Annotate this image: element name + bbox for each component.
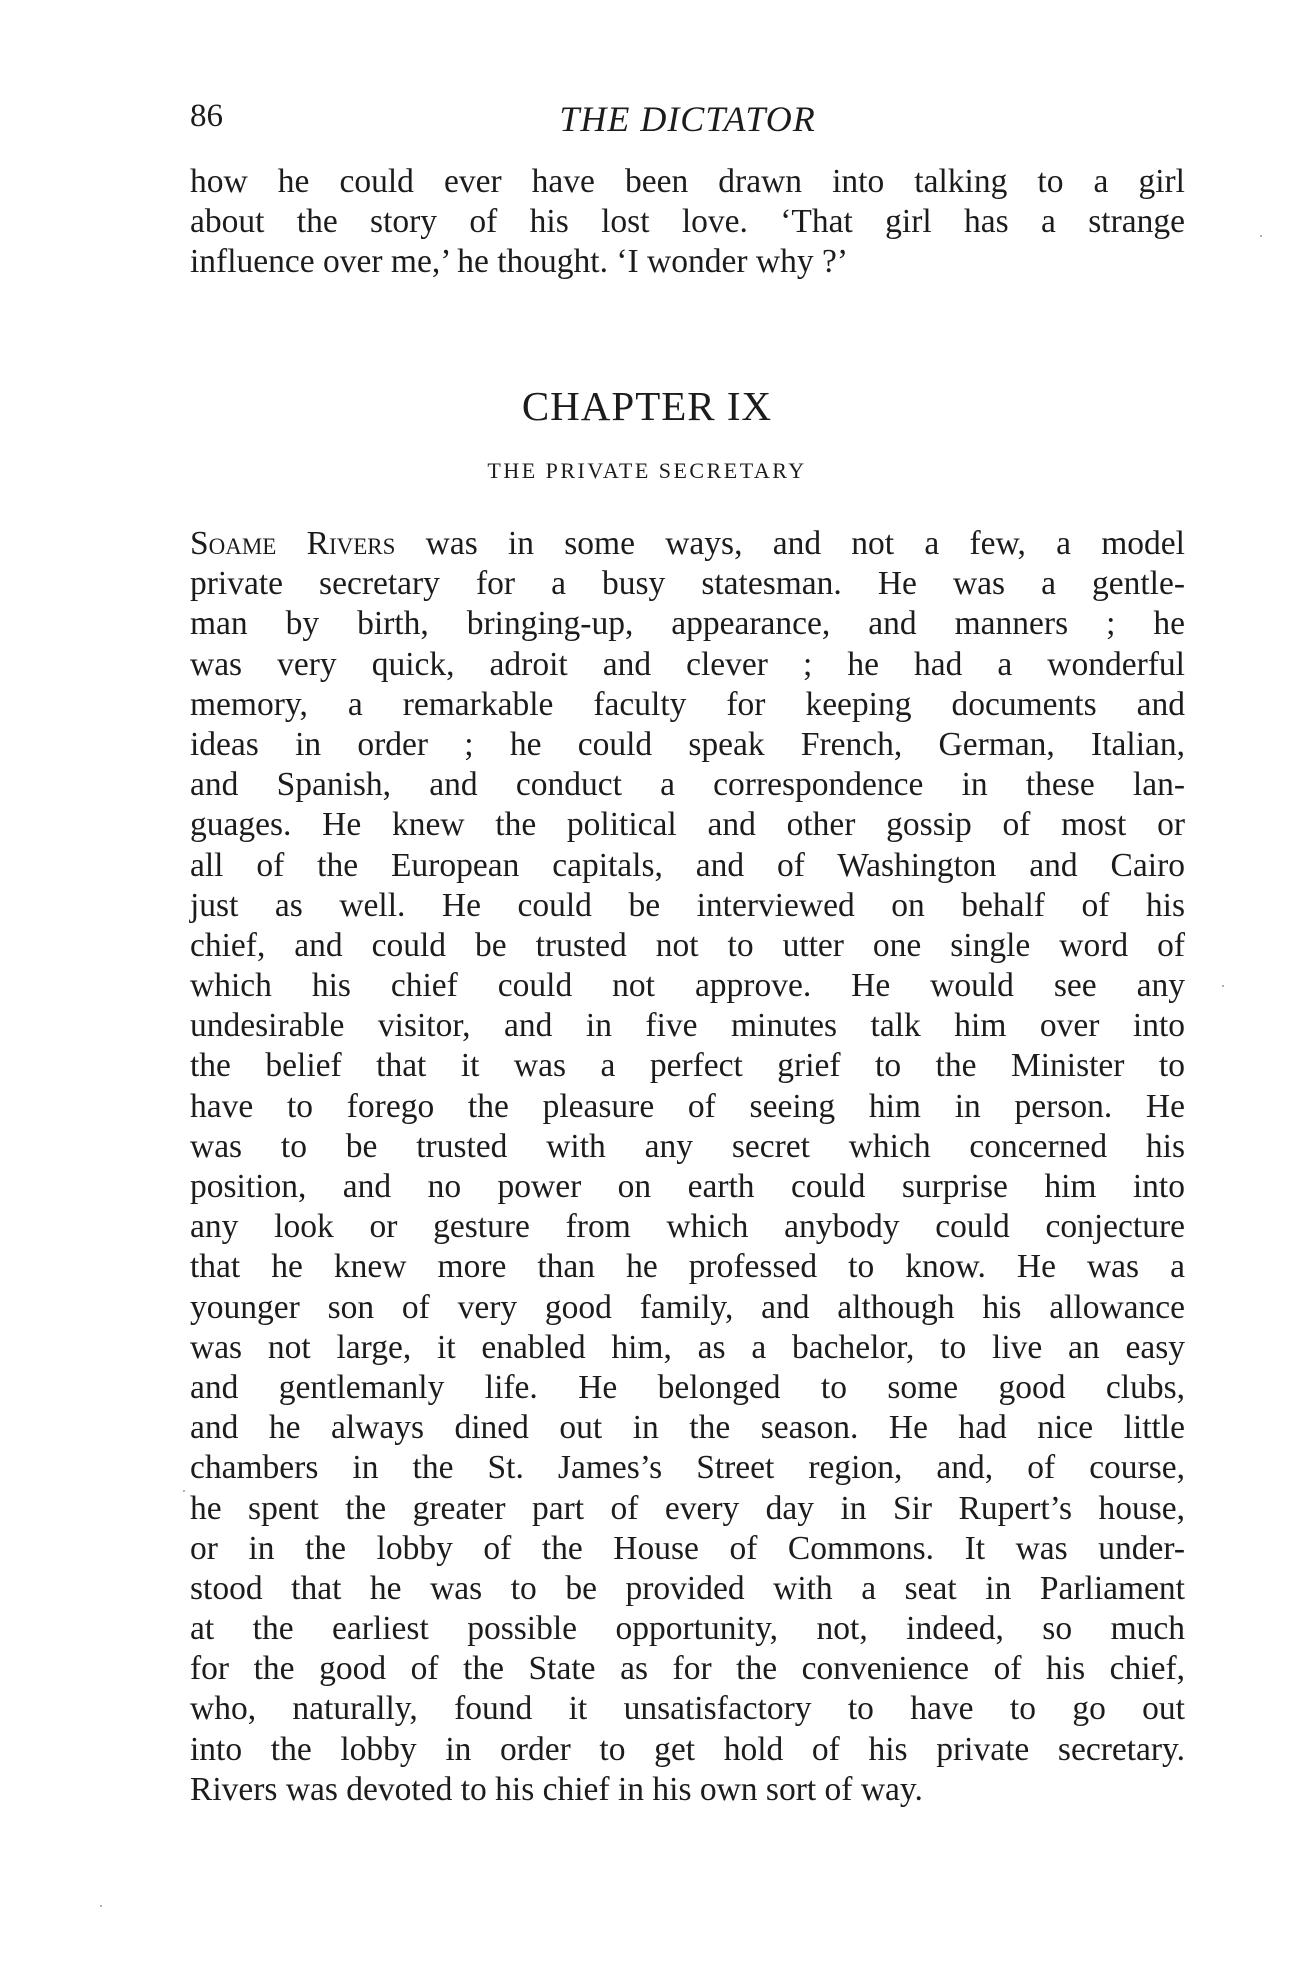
running-head bbox=[190, 98, 1185, 142]
text-line: any look or gesture from which anybody could conjecture bbox=[190, 1208, 1185, 1246]
text-line: private secretary for a busy statesman. He was a gentle- bbox=[190, 565, 1185, 603]
text-line: at the earliest possible opportunity, not, indeed, so much bbox=[190, 1610, 1185, 1648]
chapter-subtitle: THE PRIVATE SECRETARY bbox=[487, 458, 807, 483]
text-line: younger son of very good family, and although his allowance bbox=[190, 1288, 1185, 1326]
text-line: guages. He knew the political and other gossip of most or bbox=[190, 806, 1185, 844]
text-line: was very quick, adroit and clever ; he had a wonderful bbox=[190, 645, 1185, 683]
text-line: ideas in order ; he could speak French, German, Italian, bbox=[190, 725, 1185, 763]
text-line: he spent the greater part of every day in Sir Rupert’s house, bbox=[190, 1489, 1185, 1527]
text-line: and Spanish, and conduct a correspondence in these lan- bbox=[190, 766, 1185, 804]
chapter-body bbox=[190, 524, 1185, 1810]
opening-paragraph bbox=[190, 162, 1185, 283]
running-title: THE DICTATOR bbox=[559, 99, 816, 139]
text-line: Rivers was devoted to his chief in his own sort of way. bbox=[190, 1770, 923, 1808]
text-line: influence over me,’ he thought. ‘I wonder why ?’ bbox=[190, 243, 848, 281]
text-line: which his chief could not approve. He would see any bbox=[190, 967, 1185, 1005]
page-number: 86 bbox=[190, 98, 223, 134]
text-line: who, naturally, found it unsatisfactory to have to go out bbox=[190, 1690, 1185, 1728]
text-line: into the lobby in order to get hold of his private secretary. bbox=[190, 1730, 1185, 1768]
text-line: have to forego the pleasure of seeing him in person. He bbox=[190, 1087, 1185, 1125]
text-line: position, and no power on earth could surprise him into bbox=[190, 1168, 1185, 1205]
text-line: about the story of his lost love. ‘That girl has a strange bbox=[190, 203, 1185, 241]
text-line: that he knew more than he professed to know. He was a bbox=[190, 1248, 1185, 1286]
paper-speck bbox=[183, 1490, 185, 1492]
text-line: and he always dined out in the season. He had nice little bbox=[190, 1409, 1185, 1447]
text-line: all of the European capitals, and of Washington and Cairo bbox=[190, 846, 1185, 884]
text-line: undesirable visitor, and in five minutes talk him over into bbox=[190, 1007, 1185, 1045]
text-line: just as well. He could be interviewed on behalf of his bbox=[190, 886, 1185, 924]
opening-line-rest: was in some ways, and not a few, a model bbox=[395, 525, 1185, 562]
text-line: the belief that it was a perfect grief to the Minister to bbox=[190, 1047, 1185, 1085]
text-line: was to be trusted with any secret which concerned his bbox=[190, 1127, 1185, 1165]
text-line: chief, and could be trusted not to utter one single word of bbox=[190, 926, 1185, 964]
text-line: chambers in the St. James’s Street region, and, of course, bbox=[190, 1449, 1185, 1487]
paper-speck bbox=[1222, 985, 1224, 987]
text-line: how he could ever have been drawn into talking to a girl bbox=[190, 163, 1185, 200]
text-line: memory, a remarkable faculty for keeping documents and bbox=[190, 685, 1185, 723]
chapter-title: CHAPTER IX bbox=[521, 383, 773, 429]
text-line bbox=[190, 524, 1185, 564]
text-line: and gentlemanly life. He belonged to some good clubs, bbox=[190, 1368, 1185, 1406]
text-line: or in the lobby of the House of Commons. It was under- bbox=[190, 1529, 1185, 1567]
opening-name: Soame Rivers bbox=[190, 525, 396, 562]
text-line: man by birth, bringing-up, appearance, and manners ; he bbox=[190, 605, 1185, 643]
text-line: stood that he was to be provided with a seat in Parliament bbox=[190, 1569, 1185, 1607]
text-line: was not large, it enabled him, as a bachelor, to live an easy bbox=[190, 1328, 1185, 1366]
paper-speck bbox=[100, 1905, 102, 1907]
text-line: for the good of the State as for the convenience of his chief, bbox=[190, 1650, 1185, 1688]
paper-speck bbox=[1260, 235, 1262, 237]
